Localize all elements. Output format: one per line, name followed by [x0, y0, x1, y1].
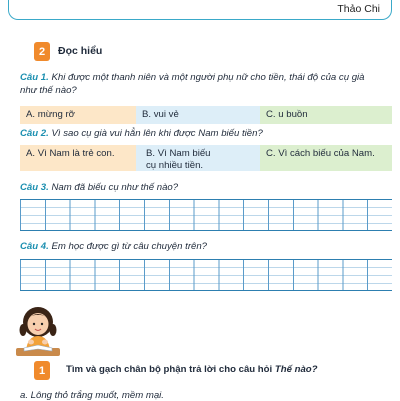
answer-grid-question-3[interactable]: [20, 199, 392, 231]
question-2-label: Câu 2.: [20, 128, 49, 139]
girl-reading-illustration: [14, 304, 62, 358]
option-2c[interactable]: C. Vì cách biếu của Nam.: [260, 145, 392, 171]
question-1-text-line2: như thế nào?: [20, 85, 77, 96]
task-keyword: Thế nào?: [274, 364, 318, 375]
option-2b[interactable]: B. Vì Nam biếu cụ nhiều tiền.: [136, 145, 260, 171]
question-1-options: [20, 106, 392, 124]
option-2a[interactable]: A. Vì Nam là trẻ con.: [20, 145, 136, 171]
question-2-options: [20, 145, 392, 171]
question-2-text: Vì sao cụ già vui hẳn lên khi được Nam biếu tiền?: [51, 128, 263, 139]
question-2: [20, 127, 392, 140]
option-1b[interactable]: B. vui vẻ: [136, 106, 260, 124]
question-3: [20, 181, 392, 194]
question-4-label: Câu 4.: [20, 241, 49, 252]
question-4: [20, 240, 392, 253]
option-1c[interactable]: C. u buồn: [260, 106, 392, 124]
author-name: Thảo Chi: [337, 3, 380, 15]
section-title: Đọc hiểu: [58, 45, 103, 57]
question-1-text-line1: Khi được một thanh niên và một người phụ nữ cho tiền, thái độ của cụ già: [51, 72, 365, 83]
task-instruction: [66, 364, 392, 375]
question-3-text: Nam đã biếu cụ như thế nào?: [51, 182, 179, 193]
top-frame: [8, 0, 392, 20]
section-number-badge: 2: [34, 42, 50, 61]
option-1a[interactable]: A. mừng rỡ: [20, 106, 136, 124]
answer-grid-question-4[interactable]: [20, 259, 392, 291]
task-number-badge: 1: [34, 361, 50, 380]
question-4-text: Em học được gì từ câu chuyện trên?: [51, 241, 208, 252]
question-3-label: Câu 3.: [20, 182, 49, 193]
task-text: Tìm và gạch chân bộ phận trả lời cho câu hỏi: [66, 364, 273, 375]
question-1-label: Câu 1.: [20, 72, 49, 83]
question-1: [20, 71, 392, 97]
task-sentence-a: a. Lông thỏ trắng muốt, mềm mại.: [20, 390, 164, 401]
